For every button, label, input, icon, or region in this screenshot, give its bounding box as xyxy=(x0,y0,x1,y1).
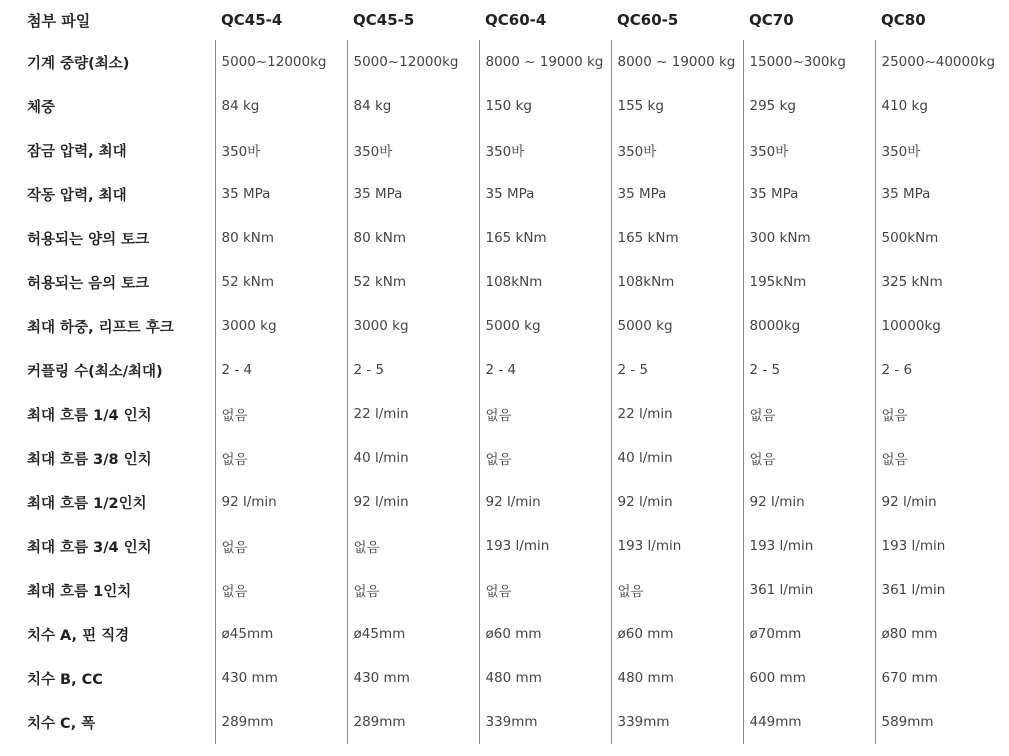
spec-table xyxy=(15,0,1007,744)
spec-value-cell: 193 l/min xyxy=(743,524,875,568)
spec-value-cell: 2 - 5 xyxy=(347,348,479,392)
table-row xyxy=(15,480,1007,524)
spec-value-cell: 5000 kg xyxy=(611,304,743,348)
corner-header: 첨부 파일 xyxy=(27,11,91,30)
spec-value-cell: 3000 kg xyxy=(347,304,479,348)
spec-value-cell: 40 l/min xyxy=(611,436,743,480)
table-row xyxy=(15,656,1007,700)
spec-value-cell: 600 mm xyxy=(743,656,875,700)
spec-table-header xyxy=(15,0,1007,40)
spec-value-cell: 430 mm xyxy=(347,656,479,700)
spec-value-cell: 없음 xyxy=(215,568,347,612)
spec-value-cell: 108kNm xyxy=(611,260,743,304)
table-row xyxy=(15,260,1007,304)
spec-value-cell: 없음 xyxy=(875,436,1007,480)
spec-value-cell: ø70mm xyxy=(743,612,875,656)
spec-value-cell: 84 kg xyxy=(347,84,479,128)
spec-value-cell: 2 - 5 xyxy=(611,348,743,392)
spec-value-cell: 없음 xyxy=(875,392,1007,436)
row-label: 체중 xyxy=(27,99,56,116)
spec-value-cell: 289mm xyxy=(215,700,347,744)
row-label: 치수 C, 폭 xyxy=(27,715,96,732)
row-label: 작동 압력, 최대 xyxy=(27,187,127,204)
table-row xyxy=(15,128,1007,172)
spec-value-cell: 150 kg xyxy=(479,84,611,128)
spec-value-cell: 670 mm xyxy=(875,656,1007,700)
spec-value-cell: 92 l/min xyxy=(347,480,479,524)
row-label: 잠금 압력, 최대 xyxy=(27,143,127,160)
model-header: QC60-4 xyxy=(485,11,547,29)
spec-value-cell: 449mm xyxy=(743,700,875,744)
spec-value-cell: 350바 xyxy=(743,128,875,172)
row-label: 최대 흐름 3/4 인치 xyxy=(27,539,152,556)
row-label: 기계 중량(최소) xyxy=(27,55,130,72)
spec-value-cell: 289mm xyxy=(347,700,479,744)
table-row xyxy=(15,700,1007,744)
spec-table-body xyxy=(15,40,1007,744)
spec-value-cell: 92 l/min xyxy=(611,480,743,524)
spec-value-cell: 155 kg xyxy=(611,84,743,128)
table-row xyxy=(15,568,1007,612)
row-label: 최대 흐름 1/4 인치 xyxy=(27,407,152,424)
table-row xyxy=(15,348,1007,392)
row-label: 최대 흐름 1인치 xyxy=(27,583,132,600)
spec-value-cell: 없음 xyxy=(215,392,347,436)
spec-value-cell: 92 l/min xyxy=(875,480,1007,524)
row-label: 최대 흐름 3/8 인치 xyxy=(27,451,152,468)
spec-value-cell: 8000 ~ 19000 kg xyxy=(479,40,611,84)
spec-value-cell: 10000kg xyxy=(875,304,1007,348)
spec-value-cell: 40 l/min xyxy=(347,436,479,480)
spec-value-cell: 3000 kg xyxy=(215,304,347,348)
spec-value-cell: 84 kg xyxy=(215,84,347,128)
spec-value-cell: 없음 xyxy=(215,436,347,480)
spec-value-cell: 2 - 6 xyxy=(875,348,1007,392)
spec-value-cell: 15000~300kg xyxy=(743,40,875,84)
spec-value-cell: 52 kNm xyxy=(215,260,347,304)
spec-value-cell: ø45mm xyxy=(347,612,479,656)
spec-value-cell: 350바 xyxy=(347,128,479,172)
spec-value-cell: 5000~12000kg xyxy=(215,40,347,84)
header-row xyxy=(15,0,1007,40)
model-header: QC60-5 xyxy=(617,11,679,29)
spec-value-cell: 589mm xyxy=(875,700,1007,744)
spec-value-cell: 108kNm xyxy=(479,260,611,304)
table-row xyxy=(15,40,1007,84)
row-label: 치수 A, 핀 직경 xyxy=(27,627,130,644)
table-row xyxy=(15,436,1007,480)
spec-value-cell: 22 l/min xyxy=(611,392,743,436)
spec-value-cell: 없음 xyxy=(215,524,347,568)
spec-value-cell: 480 mm xyxy=(611,656,743,700)
spec-value-cell: 35 MPa xyxy=(611,172,743,216)
spec-value-cell: 165 kNm xyxy=(611,216,743,260)
row-label: 커플링 수(최소/최대) xyxy=(27,363,163,380)
spec-value-cell: 350바 xyxy=(875,128,1007,172)
table-row xyxy=(15,524,1007,568)
spec-value-cell: 없음 xyxy=(479,568,611,612)
spec-value-cell: 350바 xyxy=(215,128,347,172)
spec-value-cell: 2 - 5 xyxy=(743,348,875,392)
spec-value-cell: 300 kNm xyxy=(743,216,875,260)
spec-value-cell: 195kNm xyxy=(743,260,875,304)
spec-value-cell: 193 l/min xyxy=(479,524,611,568)
spec-value-cell: 350바 xyxy=(479,128,611,172)
spec-value-cell: 92 l/min xyxy=(479,480,611,524)
model-header: QC45-4 xyxy=(221,11,283,29)
spec-value-cell: 2 - 4 xyxy=(215,348,347,392)
row-label: 허용되는 양의 토크 xyxy=(27,231,150,248)
spec-value-cell: 480 mm xyxy=(479,656,611,700)
spec-value-cell: 없음 xyxy=(743,436,875,480)
spec-value-cell: 없음 xyxy=(347,524,479,568)
spec-value-cell: 500kNm xyxy=(875,216,1007,260)
spec-value-cell: 5000~12000kg xyxy=(347,40,479,84)
spec-value-cell: 325 kNm xyxy=(875,260,1007,304)
spec-value-cell: 410 kg xyxy=(875,84,1007,128)
spec-value-cell: 35 MPa xyxy=(875,172,1007,216)
table-row xyxy=(15,304,1007,348)
spec-value-cell: 25000~40000kg xyxy=(875,40,1007,84)
row-label: 허용되는 음의 토크 xyxy=(27,275,150,292)
table-row xyxy=(15,84,1007,128)
spec-value-cell: 193 l/min xyxy=(611,524,743,568)
spec-value-cell: 92 l/min xyxy=(215,480,347,524)
spec-value-cell: ø60 mm xyxy=(479,612,611,656)
spec-value-cell: 430 mm xyxy=(215,656,347,700)
spec-value-cell: 193 l/min xyxy=(875,524,1007,568)
table-row xyxy=(15,392,1007,436)
table-row xyxy=(15,216,1007,260)
spec-value-cell: 없음 xyxy=(479,392,611,436)
spec-value-cell: 8000 ~ 19000 kg xyxy=(611,40,743,84)
spec-value-cell: 361 l/min xyxy=(875,568,1007,612)
table-row xyxy=(15,172,1007,216)
spec-value-cell: 없음 xyxy=(743,392,875,436)
spec-value-cell: 339mm xyxy=(479,700,611,744)
spec-value-cell: 339mm xyxy=(611,700,743,744)
spec-value-cell: 2 - 4 xyxy=(479,348,611,392)
spec-value-cell: 22 l/min xyxy=(347,392,479,436)
model-header: QC70 xyxy=(749,11,794,29)
spec-value-cell: 52 kNm xyxy=(347,260,479,304)
spec-value-cell: 5000 kg xyxy=(479,304,611,348)
spec-value-cell: ø80 mm xyxy=(875,612,1007,656)
spec-value-cell: 165 kNm xyxy=(479,216,611,260)
spec-value-cell: 없음 xyxy=(479,436,611,480)
spec-value-cell: 80 kNm xyxy=(215,216,347,260)
spec-value-cell: 35 MPa xyxy=(743,172,875,216)
table-row xyxy=(15,612,1007,656)
spec-value-cell: 92 l/min xyxy=(743,480,875,524)
row-label: 치수 B, CC xyxy=(27,671,103,688)
spec-value-cell: ø60 mm xyxy=(611,612,743,656)
row-label: 최대 하중, 리프트 후크 xyxy=(27,319,174,336)
spec-value-cell: 35 MPa xyxy=(215,172,347,216)
model-header: QC80 xyxy=(881,11,926,29)
model-header: QC45-5 xyxy=(353,11,415,29)
spec-value-cell: 없음 xyxy=(611,568,743,612)
spec-value-cell: 361 l/min xyxy=(743,568,875,612)
row-label: 최대 흐름 1/2인치 xyxy=(27,495,147,512)
spec-value-cell: 8000kg xyxy=(743,304,875,348)
spec-value-cell: 295 kg xyxy=(743,84,875,128)
spec-value-cell: 없음 xyxy=(347,568,479,612)
spec-value-cell: 350바 xyxy=(611,128,743,172)
spec-value-cell: ø45mm xyxy=(215,612,347,656)
spec-value-cell: 35 MPa xyxy=(347,172,479,216)
spec-value-cell: 80 kNm xyxy=(347,216,479,260)
spec-value-cell: 35 MPa xyxy=(479,172,611,216)
